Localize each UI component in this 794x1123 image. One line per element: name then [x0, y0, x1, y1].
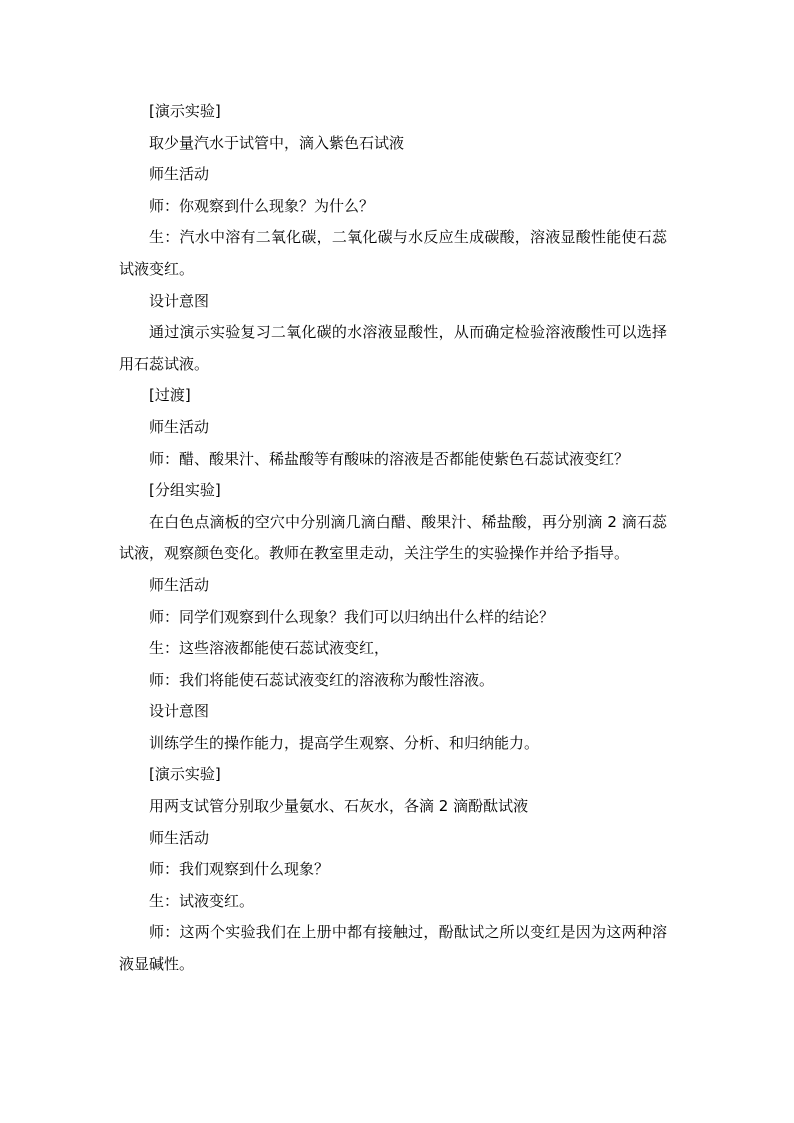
teacher-line: 师：我们观察到什么现象？ [149, 860, 330, 879]
paragraph: 通过演示实验复习二氧化碳的水溶液显酸性，从而确定检验溶液酸性可以选择用石蕊试液。 [119, 323, 667, 373]
paragraph: 取少量汽水于试管中，滴入紫色石试液 [149, 133, 405, 152]
student-line: 生：汽水中溶有二氧化碳，二氧化碳与水反应生成碳酸，溶液显酸性能使石蕊试液变红。 [119, 228, 667, 278]
section-label-demo-experiment: [演示实验] [149, 765, 221, 784]
section-label-teacher-student-activity: 师生活动 [149, 165, 210, 184]
teacher-line: 师：这两个实验我们在上册中都有接触过，酚酞试之所以变红是因为这两种溶液显碱性。 [119, 923, 667, 974]
section-label-group-experiment: [分组实验] [149, 481, 221, 500]
section-label-teacher-student-activity: 师生活动 [149, 417, 210, 436]
paragraph: 在白色点滴板的空穴中分别滴几滴白醋、酸果汁、稀盐酸，再分别滴 2 滴石蕊试液，观察颜色变化。教师在教室里走动，关注学生的实验操作并给予指导。 [119, 512, 667, 563]
teacher-line: 师：你观察到什么现象？为什么？ [149, 196, 375, 215]
teacher-line: 师：我们将能使石蕊试液变红的溶液称为酸性溶液。 [149, 670, 495, 689]
document-body [119, 96, 667, 981]
teacher-line: 师：醋、酸果汁、稀盐酸等有酸味的溶液是否都能使紫色石蕊试液变红？ [149, 449, 630, 468]
section-label-demo-experiment: [演示实验] [149, 102, 221, 120]
teacher-line: 师：同学们观察到什么现象？我们可以归纳出什么样的结论？ [149, 607, 555, 626]
section-label-teacher-student-activity: 师生活动 [149, 828, 210, 847]
student-line: 生：这些溶液都能使石蕊试液变红， [149, 639, 390, 658]
paragraph: 用两支试管分别取少量氨水、石灰水，各滴 2 滴酚酞试液 [149, 797, 529, 816]
section-label-transition: [过渡] [149, 386, 191, 405]
section-label-design-intent: 设计意图 [149, 702, 210, 721]
section-label-design-intent: 设计意图 [149, 291, 210, 310]
student-line: 生：试液变红。 [149, 891, 255, 910]
section-label-teacher-student-activity: 师生活动 [149, 575, 210, 594]
paragraph: 训练学生的操作能力，提高学生观察、分析、和归纳能力。 [149, 733, 540, 752]
